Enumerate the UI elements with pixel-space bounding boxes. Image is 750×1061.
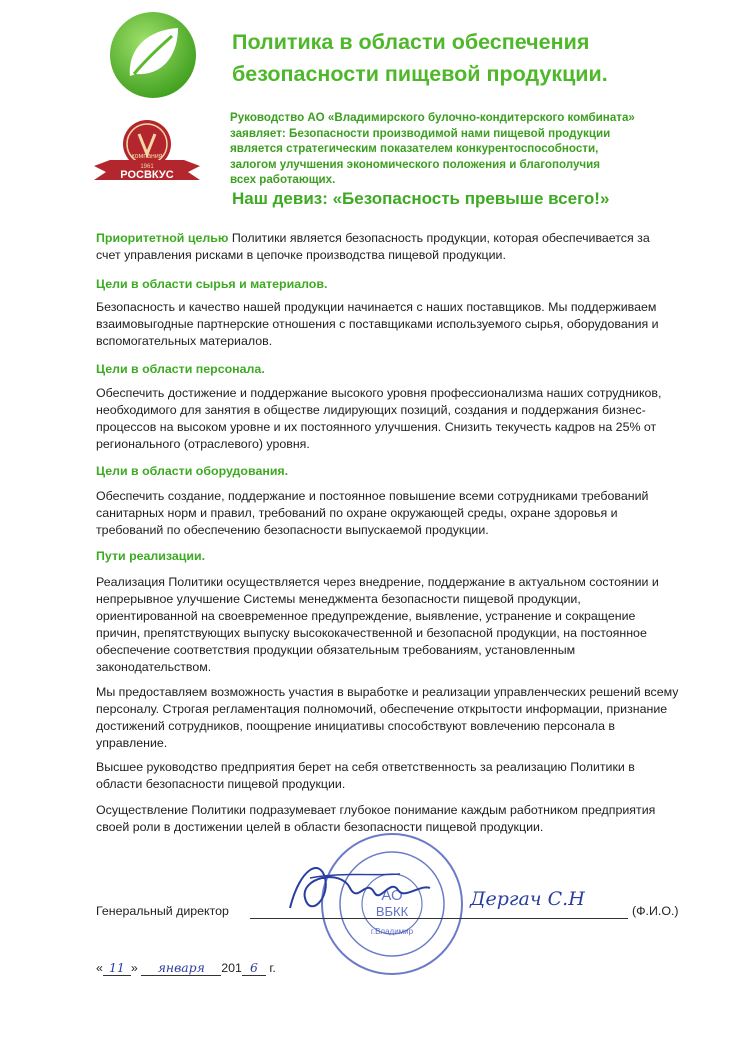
signature-name: Дергач С.Н — [470, 888, 585, 910]
paragraph-line: управление. — [96, 736, 168, 750]
date-close-quote: » — [130, 961, 138, 975]
intro-line: заявляет: Безопасности производимой нами пищевой продукции — [230, 126, 611, 140]
brand-name: РОСВКУС — [120, 169, 174, 181]
priority-line-2: счет управления рисками в цепочке производства пищевой продукции. — [96, 248, 506, 262]
date-month: января — [141, 960, 221, 976]
date-year-suffix: 6 — [242, 960, 266, 976]
intro-line: залогом улучшения экономического положения и благополучия — [230, 157, 601, 171]
personnel-paragraph — [96, 385, 686, 453]
section-heading-materials: Цели в области сырья и материалов. — [96, 277, 328, 291]
stamp-center-2: ВБКК — [375, 904, 409, 919]
ways-paragraph-2 — [96, 684, 686, 752]
ways-paragraph-3 — [96, 759, 686, 793]
leaf-logo-icon — [108, 10, 198, 100]
paragraph-line: процессов на высоком уровне и их постоянного улучшения. Снизить текучесть кадров на 25% от — [96, 420, 657, 434]
brand-small-text: компания — [131, 153, 163, 160]
date-row — [96, 960, 276, 976]
paragraph-line: достижений сотрудников, поощрение инициативы способствуют вовлечению персонала в — [96, 719, 615, 733]
paragraph-line: области безопасности пищевой продукции. — [96, 777, 346, 791]
date-year-unit: г. — [269, 961, 276, 975]
section-heading-equipment: Цели в области оборудования. — [96, 464, 289, 478]
date-day: 11 — [103, 960, 131, 976]
signature-line — [250, 918, 628, 919]
paragraph-line: персоналу. Строгая регламентация полномочий, обеспечение открытости информации, признание — [96, 702, 668, 716]
ways-paragraph-1 — [96, 574, 686, 676]
paragraph-line: санитарных норм и правил, требований по охране окружающей среды, охране здоровья и — [96, 506, 618, 520]
paragraph-line: ориентированной на своевременное предупреждение, выявление, устранение и сокращение — [96, 609, 636, 623]
intro-line: всех работающих. — [230, 173, 336, 186]
intro-line: Руководство АО «Владимирского булочно-кондитерского комбината» — [230, 111, 635, 124]
paragraph-line: Осуществление Политики подразумевает глубокое понимание каждым работником предприятия — [96, 803, 656, 817]
paragraph-line: обеспечение соответствия продукции обязательным требованиям, установленным — [96, 643, 576, 657]
title-line-1: Политика в области обеспечения — [232, 30, 590, 54]
title-line-2: безопасности пищевой продукции. — [232, 62, 608, 86]
stamp-center-1: АО — [381, 887, 403, 904]
paragraph-line: Мы предоставляем возможность участия в выработке и реализации управленческих решений всему — [96, 685, 679, 699]
priority-text: Политики является безопасность продукции, которая обеспечивается за — [228, 231, 650, 245]
paragraph-line: законодательством. — [96, 660, 212, 674]
paragraph-line: регионального (отраслевого) уровня. — [96, 437, 310, 451]
rosvkus-logo — [92, 114, 202, 200]
paragraph-line: причин, препятствующих выпуску высококачественной и безопасной продукции, на постоянное — [96, 626, 647, 640]
paragraph-line: Обеспечить создание, поддержание и постоянное повышение всеми сотрудниками требований — [96, 489, 649, 503]
intro-line: является стратегическим показателем конкурентоспособности, — [230, 142, 599, 155]
paragraph-line: взаимовыгодные партнерские отношения с поставщиками используемого сырья, оборудования и — [96, 317, 659, 331]
section-heading-ways: Пути реализации. — [96, 549, 206, 563]
paragraph-line: вспомогательных материалов. — [96, 334, 273, 348]
paragraph-line: Безопасность и качество нашей продукции начинается с наших поставщиков. Мы поддерживаем — [96, 300, 657, 314]
paragraph-line: Реализация Политики осуществляется через внедрение, поддержание в актуальном состоянии и — [96, 575, 659, 589]
paragraph-line: Высшее руководство предприятия берет на себя ответственность за реализацию Политики в — [96, 760, 635, 774]
date-open-quote: « — [96, 961, 103, 975]
document-title — [232, 26, 732, 90]
signature-position: Генеральный директор — [96, 904, 229, 918]
materials-paragraph — [96, 299, 686, 350]
paragraph-line: требований по обеспечению безопасности выпускаемой продукции. — [96, 523, 489, 537]
paragraph-line: непрерывное улучшение Системы менеджмента безопасности пищевой продукции, — [96, 592, 581, 606]
intro-statement — [230, 110, 700, 188]
paragraph-line: Обеспечить достижение и поддержание высокого уровня профессионализма наших сотрудников, — [96, 386, 662, 400]
priority-lead: Приоритетной целью — [96, 231, 229, 245]
motto: Наш девиз: «Безопасность превыше всего!» — [232, 189, 610, 208]
stamp-city: г.Владимир — [370, 927, 414, 936]
equipment-paragraph — [96, 488, 686, 539]
paragraph-line: необходимого для занятия в обществе лидирующих позиций, создания и поддержания бизнес- — [96, 403, 646, 417]
date-year-prefix: 201 — [221, 961, 242, 975]
fio-label: (Ф.И.О.) — [632, 904, 679, 918]
section-heading-personnel: Цели в области персонала. — [96, 362, 265, 376]
priority-paragraph — [96, 230, 686, 264]
paragraph-line: своей роли в достижении целей в области безопасности пищевой продукции. — [96, 820, 544, 834]
signature-scribble — [270, 848, 480, 928]
brand-year: 1961 — [140, 164, 154, 170]
